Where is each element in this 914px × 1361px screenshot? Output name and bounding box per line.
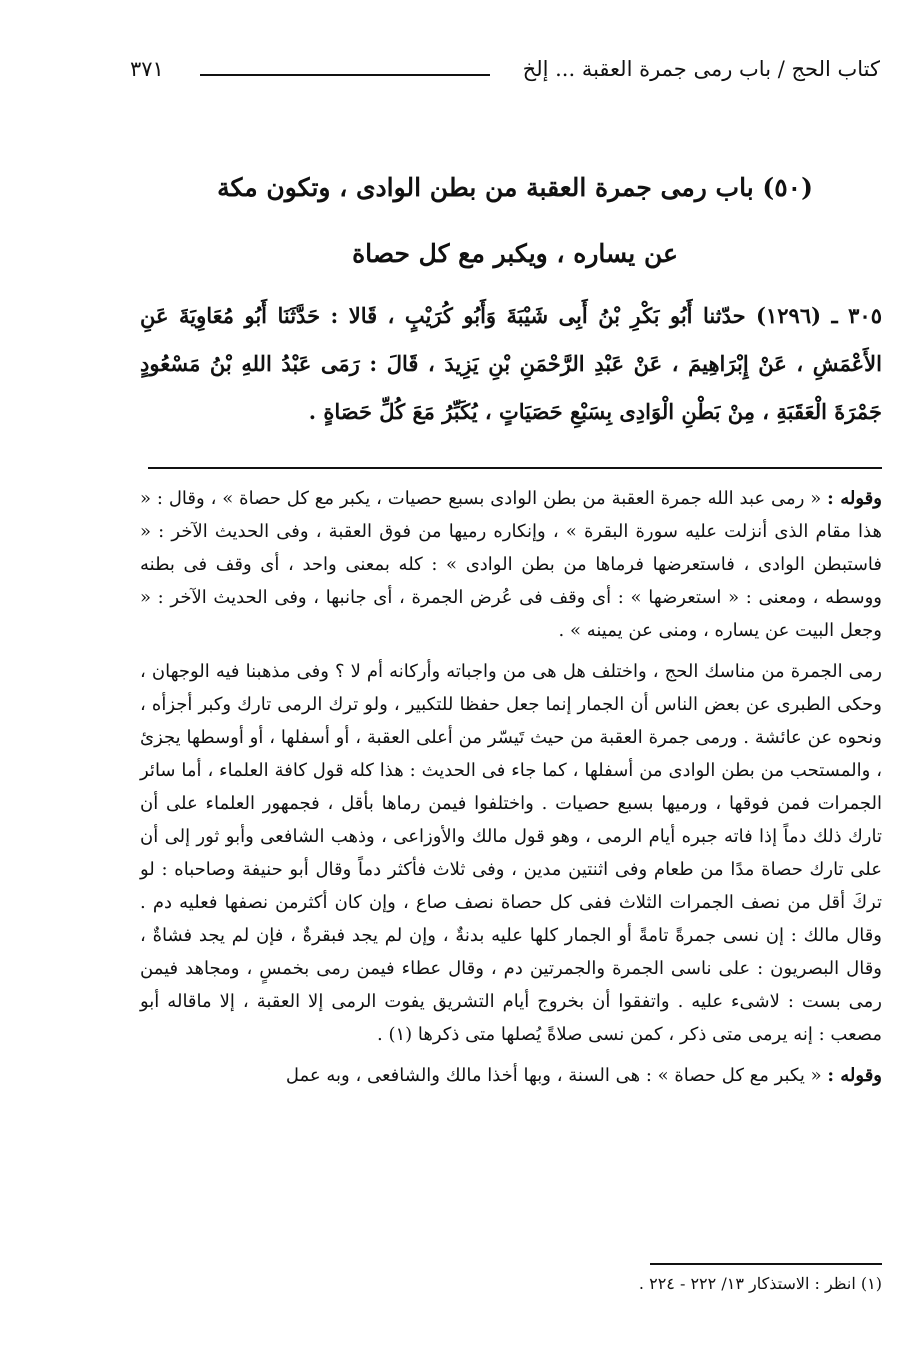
commentary-paragraph-1: [140, 482, 882, 647]
page-number: ٣٧١: [130, 57, 164, 81]
commentary: [140, 482, 882, 1100]
commentary-lead: وقوله :: [827, 488, 882, 509]
footnote: (١) انظر : الاستذكار ١٣/ ٢٢٢ - ٢٢٤ .: [638, 1274, 882, 1293]
running-header: [130, 55, 880, 95]
commentary-paragraph-2: رمى الجمرة من مناسك الحج ، واختلف هل هى من واجباته وأركانه أم لا ؟ وفى مذهبنا فيه الوجهان ، وحكى الطبرى عن بعض الناس أن الجمار إنما جعل حفظا للتكبير ، ولو ترك الرمى تارك وكبر أجزأه ، ونحوه عن عائشة . ورمى جمرة العقبة من حيث تَيسّر من أعلى العقبة ، أو أسفلها ، أو أوسطها يجزئ ، والمستحب من بطن الوادى من أسفلها ، كما جاء فى الحديث : هذا كله قول كافة العلماء ، أما سائر الجمرات فمن فوقها ، ورميها بسبع حصيات . واختلفوا فيمن رماها بأقل ، فجمهور العلماء على أن تارك ذلك دماً إذا فاته جبره أيام الرمى ، وهو قول مالك والأوزاعى ، وذهب الشافعى وأبو ثور إلى أن على تارك حصاة مدًا من طعام وفى اثنتين مدين ، وفى ثلاث فأكثر دماً وقال أبو حنيفة وصاحباه : لو تركَ أقل من نصف الجمرات الثلاث ففى كل حصاة نصف صاع ، وإن كان أكثرمن نصفها فعليه دم . وقال مالك : إن نسى جمرةً تامةً أو الجمار كلها عليه بدنةٌ ، وإن لم يجد فبقرةٌ ، فإن لم يجد فشاةٌ ، وقال البصريون : على ناسى الجمرة والجمرتين دم ، وقال عطاء فيمن رمى بخمسٍ ، ومجاهد فيمن رمى بست : لاشىء عليه . واتفقوا أن بخروج أيام التشريق يفوت الرمى إلا العقبة ، إلا ماقاله أبو مصعب : إنه يرمى متى ذكر ، كمن نسى صلاةً يُصلها متى ذكرها (١) .: [140, 661, 883, 1045]
footnote-divider: [650, 1263, 882, 1265]
commentary-paragraph-3: [140, 1059, 882, 1092]
header-rule: [200, 74, 490, 76]
section-divider: [148, 467, 882, 469]
chapter-title-line-1: (٥٠) باب رمى جمرة العقبة من بطن الوادى ، وتكون مكة: [217, 173, 813, 202]
commentary-text: « رمى عبد الله جمرة العقبة من بطن الوادى بسبع حصيات ، يكبر مع كل حصاة » ، وقال : « هذا مقام الذى أنزلت عليه سورة البقرة » ، وإنكاره رميها من فوق العقبة ، وفى الحديث الآخر : « فاستبطن الوادى ، فاستعرضها فرماها من بطن الوادى » : كله بمعنى واحد ، أى وقف فى بطنه ووسطه ، ومعنى : « استعرضها » : أى وقف فى عُرض الجمرة ، أى جانبها ، وفى الحديث الآخر : « وجعل البيت عن يساره ، ومنى عن يمينه » .: [140, 488, 882, 641]
commentary-text: « يكبر مع كل حصاة » : هى السنة ، وبها أخذا مالك والشافعى ، وبه عمل: [285, 1065, 828, 1086]
hadith-text: ٣٠٥ ـ (١٢٩٦) حدّثنا أَبُو بَكْرِ بْنُ أَبِى شَيْبَةَ وَأَبُو كُرَيْبٍ ، قَالا : حَدَّثَنَا أَبُو مُعَاوِيَةَ عَنِ الأَعْمَشِ ، عَنْ إِبْرَاهِيمَ ، عَنْ عَبْدِ الرَّحْمَنِ بْنِ يَزِيدَ ، قَالَ : رَمَى عَبْدُ اللهِ بْنُ مَسْعُودٍ جَمْرَةَ الْعَقَبَةِ ، مِنْ بَطْنِ الْوَادِى بِسَبْعِ حَصَيَاتٍ ، يُكَبِّرُ مَعَ كُلِّ حَصَاةٍ .: [140, 303, 882, 424]
running-title: كتاب الحج / باب رمى جمرة العقبة ... إلخ: [522, 57, 880, 81]
chapter-title-line-2: عن يساره ، ويكبر مع كل حصاة: [352, 239, 678, 268]
commentary-lead: وقوله :: [827, 1065, 882, 1086]
